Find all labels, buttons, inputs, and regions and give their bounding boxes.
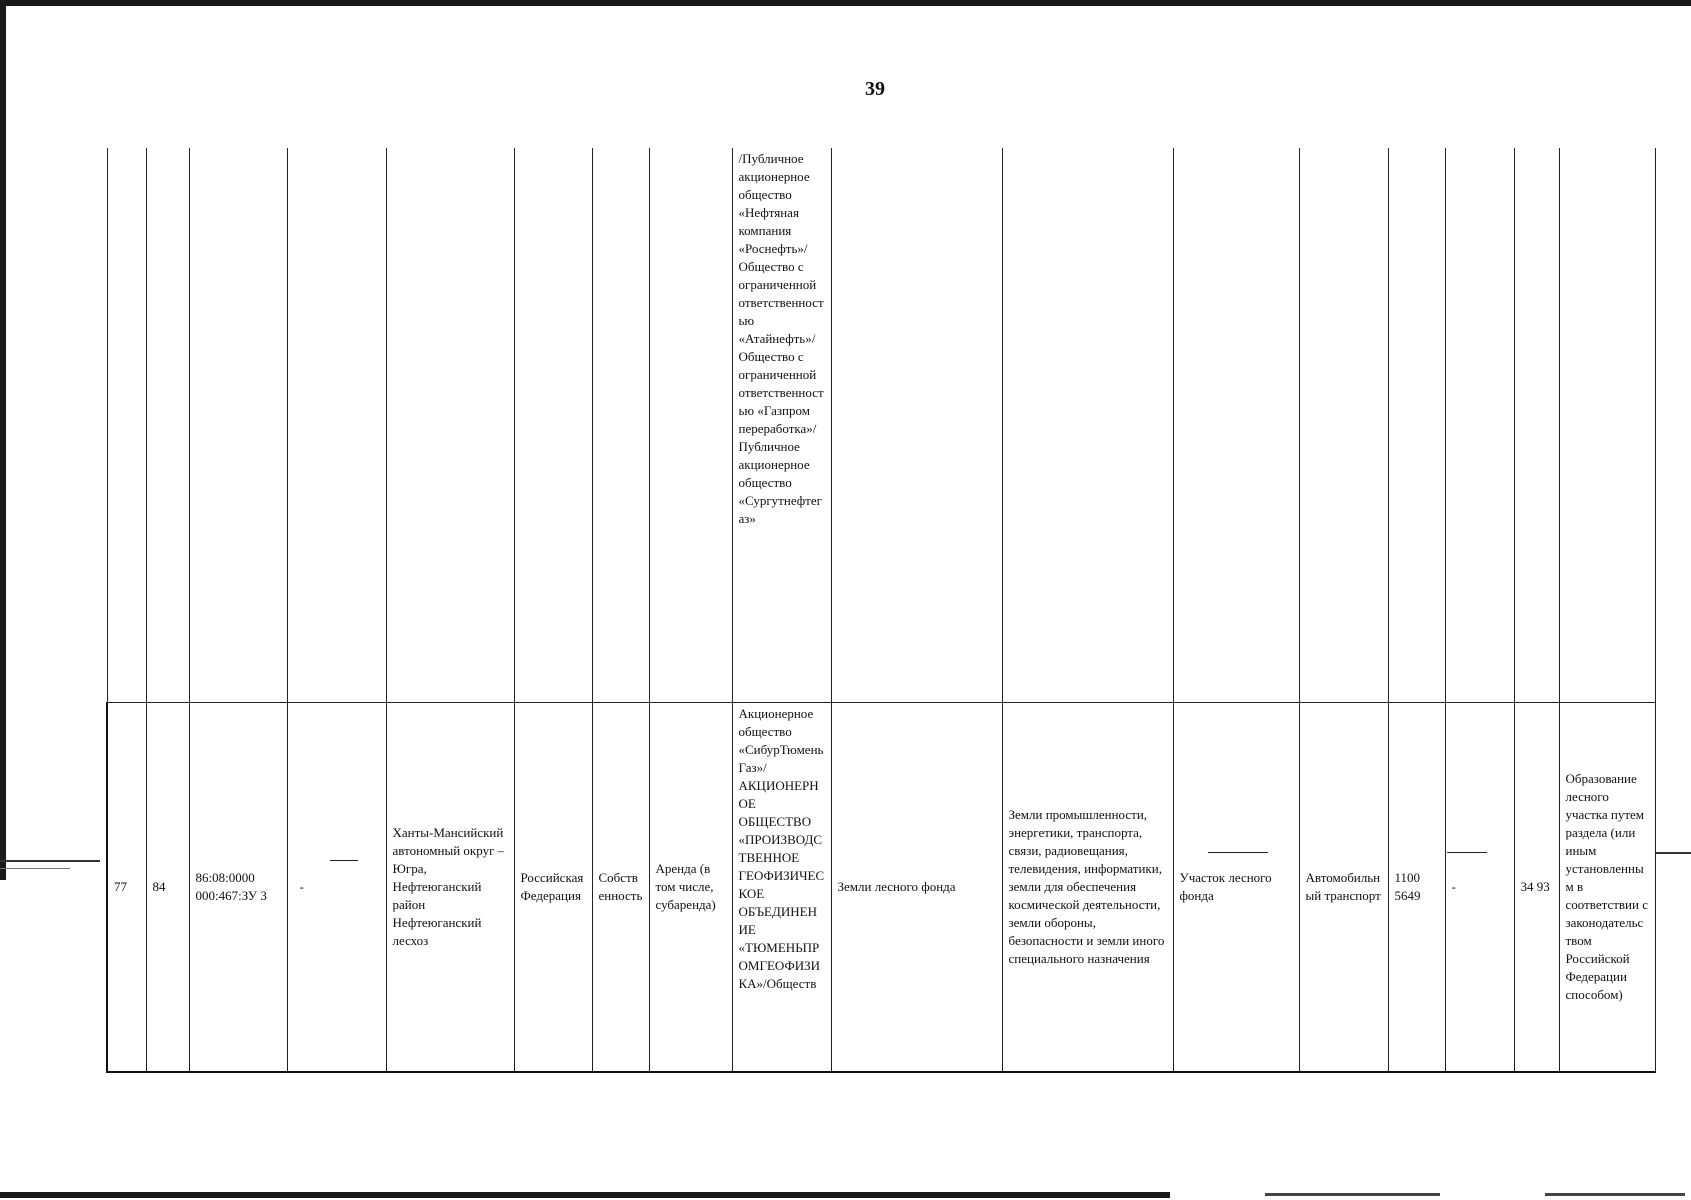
table-cell — [1173, 148, 1299, 703]
cell-land-category-detail: Земли промышленности, энергетики, транспорта, связи, радиовещания, телевидения, информатики, земли для обеспечения космической деятельности, земли обороны, безопасности и земли иного специального назначения — [1002, 703, 1173, 1073]
table-cell — [1445, 148, 1514, 703]
cell-holder: Акционерное общество «СибурТюменьГаз»/ АКЦИОНЕРНОЕ ОБЩЕСТВО «ПРОИЗВОДСТВЕННОЕ ГЕОФИЗИЧЕСКОЕ ОБЪЕДИНЕНИЕ «ТЮМЕНЬПРОМГЕОФИЗИКА»/Обществ — [732, 703, 831, 1073]
table-cell — [649, 148, 732, 703]
cell-cadastral-number: 86:08:0000 000:467:ЗУ 3 — [189, 703, 287, 1073]
cell-permitted-use: Автомобильный транспорт — [1299, 703, 1388, 1073]
scan-edge-bottom-fragment — [1545, 1193, 1685, 1196]
cell-col17: 34 93 — [1514, 703, 1559, 1073]
table-row — [107, 703, 1655, 1073]
scan-side-mark — [0, 860, 100, 862]
table-cell — [287, 148, 386, 703]
cell-note: Образование лесного участка путем раздела (или иным установленным в соответствии с законодательством Российской Федерации способом) — [1559, 703, 1655, 1073]
scan-edge-top — [0, 0, 1691, 6]
table-cell — [386, 148, 514, 703]
holder-continued-text: /Публичное акционерное общество «Нефтяная компания «Роснефть»/Общество с ограниченной ответственностью «Атайнефть»/Общество с ограниченной ответственностью «Газпром переработка»/Публичное акционерное общество «Сургутнефтегаз» — [738, 151, 824, 526]
table-cell — [1299, 148, 1388, 703]
table-cell — [1388, 148, 1445, 703]
scan-side-mark — [0, 868, 70, 869]
table-row-continued — [107, 148, 1655, 703]
scan-side-mark — [1655, 852, 1691, 854]
scan-edge-bottom-fragment — [1265, 1193, 1440, 1196]
cell-item-number: 84 — [146, 703, 189, 1073]
table-cell — [831, 148, 1002, 703]
table-cell — [107, 148, 146, 703]
cell-land-category: Земли лесного фонда — [831, 703, 1002, 1073]
table-cell — [1559, 148, 1655, 703]
cell-encumbrance: Аренда (в том числе, субаренда) — [649, 703, 732, 1073]
cell-right-type: Собственность — [592, 703, 649, 1073]
table-cell — [189, 148, 287, 703]
table-cell — [514, 148, 592, 703]
table-cell — [1002, 148, 1173, 703]
cell-area: 1100 5649 — [1388, 703, 1445, 1073]
scan-edge-left — [0, 0, 6, 880]
table-cell — [146, 148, 189, 703]
table-cell-holder-continued — [732, 148, 831, 703]
page-number: 39 — [865, 78, 885, 100]
cell-row-number: 77 — [107, 703, 146, 1073]
cell-owner: Российская Федерация — [514, 703, 592, 1073]
cell-col4: - — [287, 703, 386, 1073]
table-cell — [1514, 148, 1559, 703]
cell-col15: - — [1445, 703, 1514, 1073]
cell-location: Ханты-Мансийский автономный округ – Югра, Нефтеюганский район Нефтеюганский лесхоз — [386, 703, 514, 1073]
register-table — [106, 148, 1656, 1073]
cell-plot-type: Участок лесного фонда — [1173, 703, 1299, 1073]
table-cell — [592, 148, 649, 703]
scan-edge-bottom — [0, 1192, 1170, 1198]
